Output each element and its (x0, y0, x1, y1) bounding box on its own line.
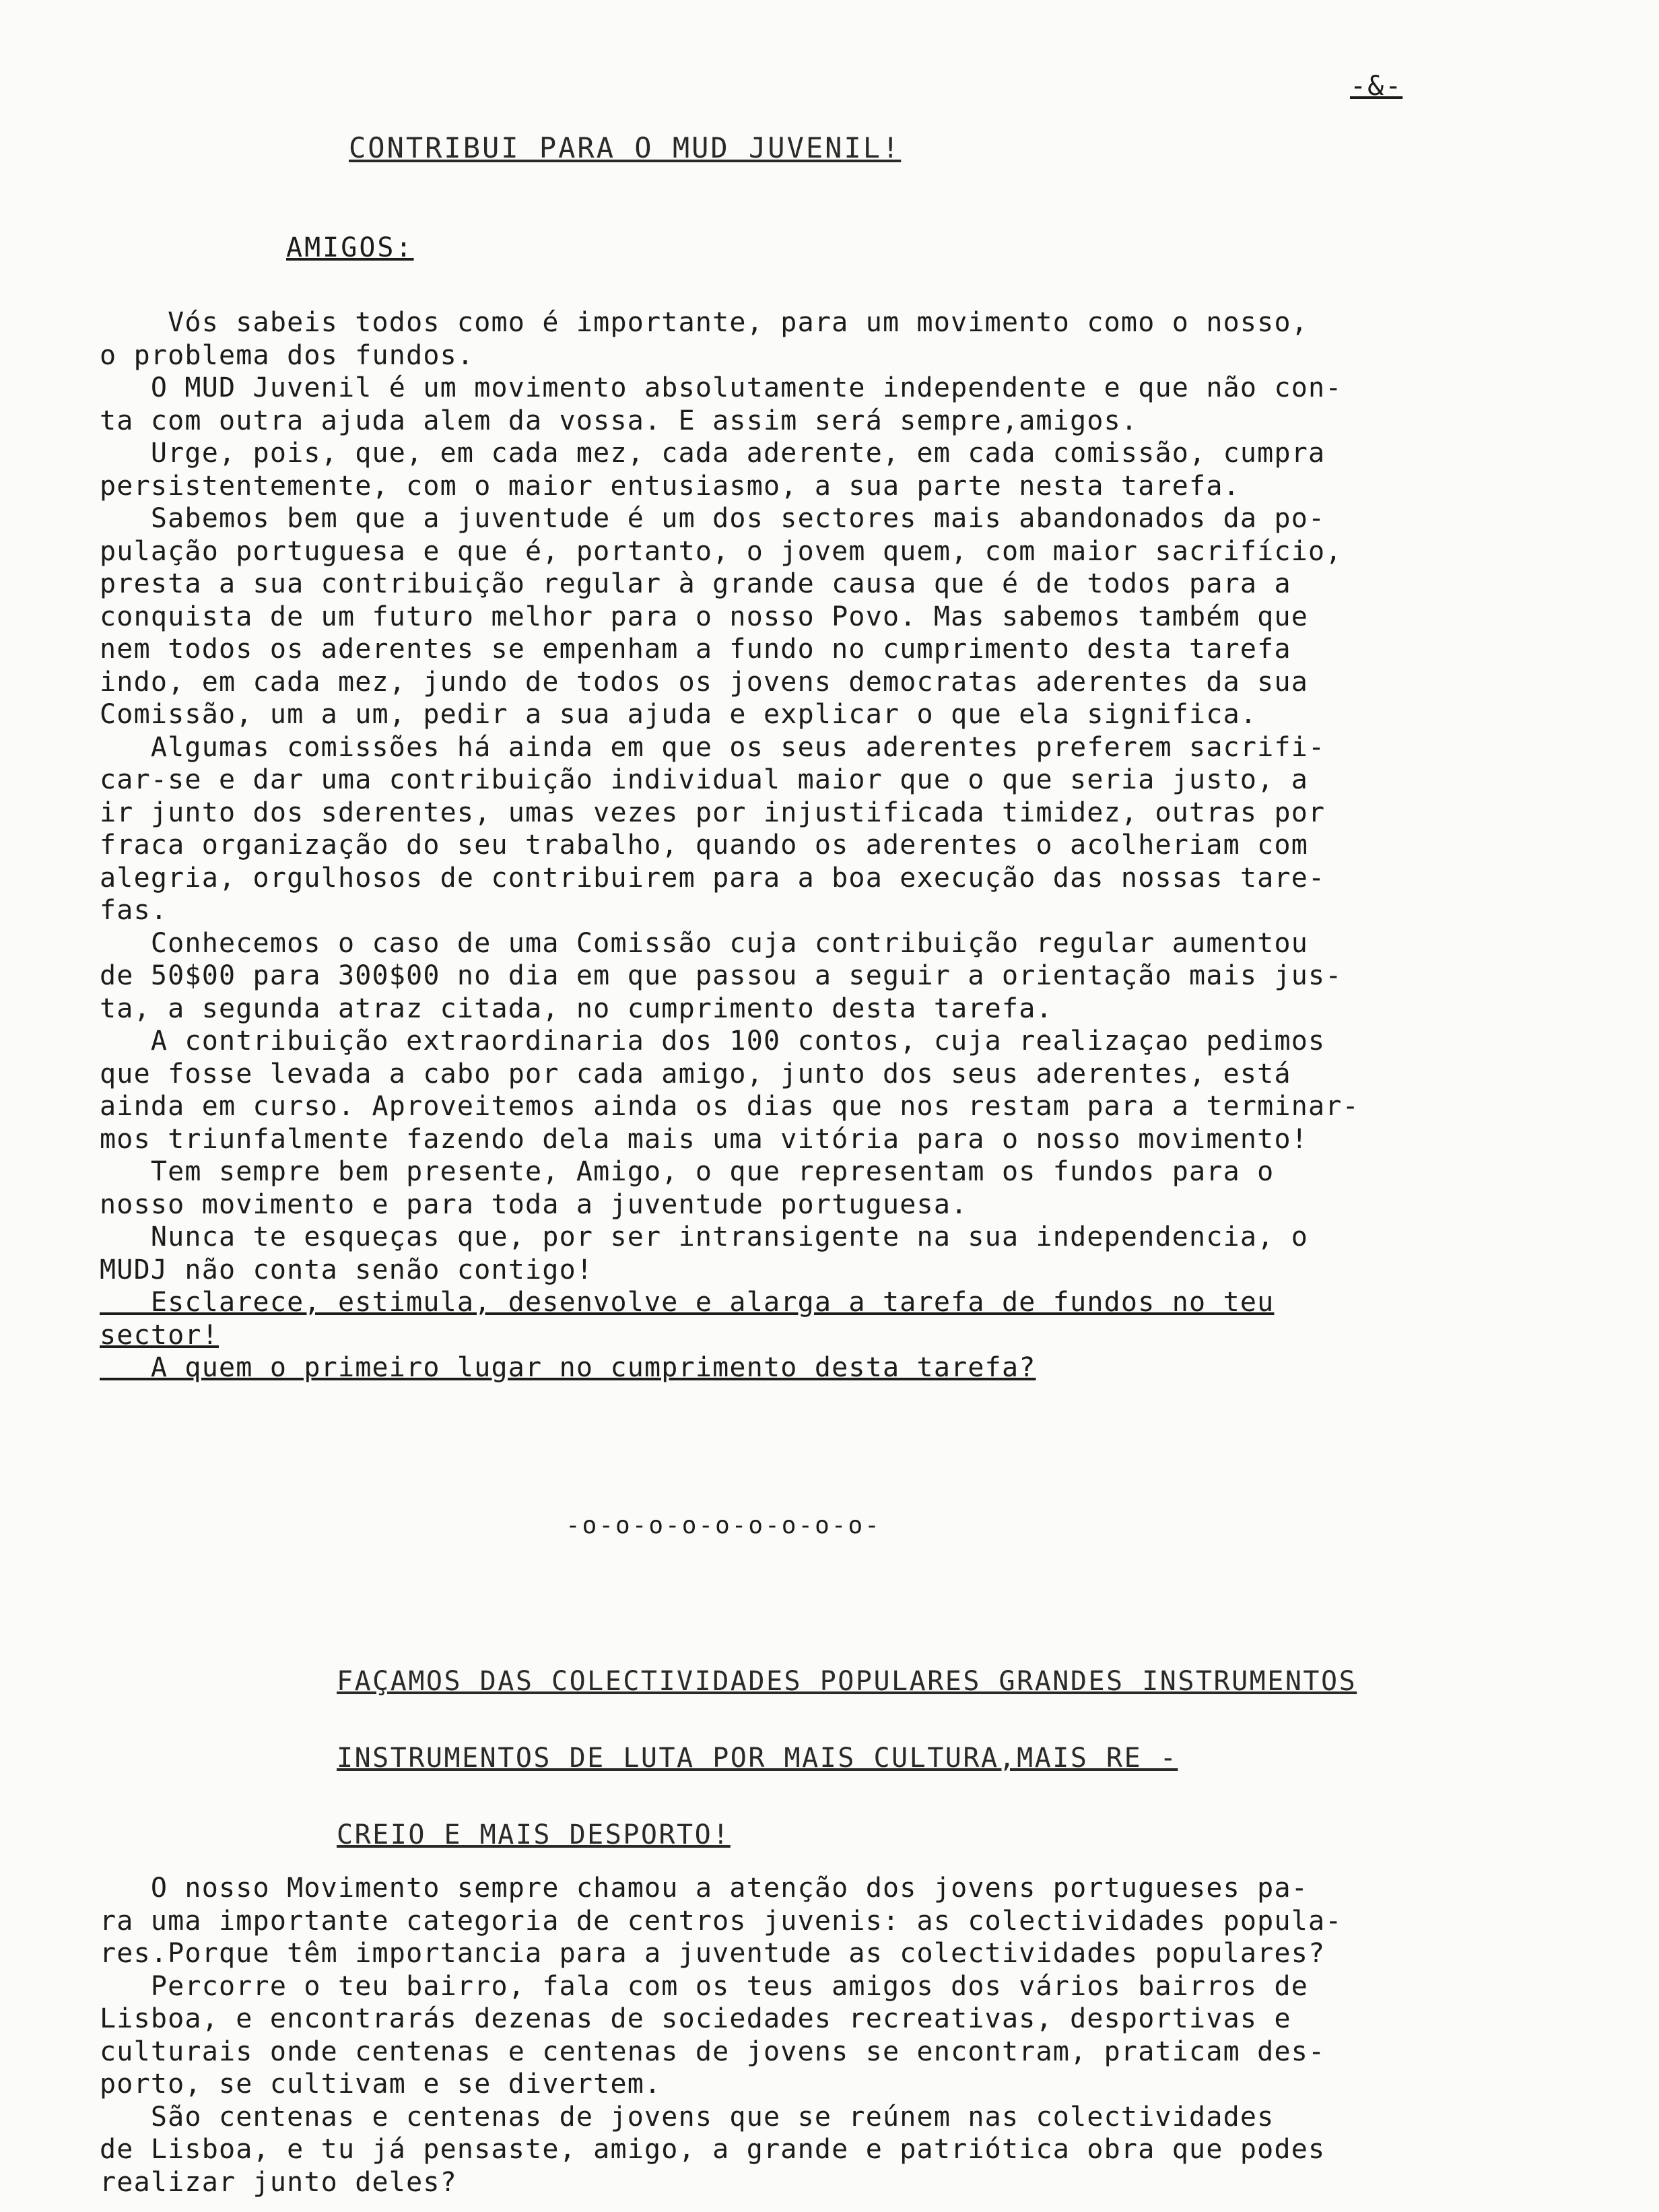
text-line: realizar junto deles? (100, 2166, 457, 2198)
text-line: culturais onde centenas e centenas de jovens se encontram, praticam des- (100, 2036, 1326, 2067)
text-line: que fosse levada a cabo por cada amigo, junto dos seus aderentes, está (100, 1058, 1291, 1090)
text-line: MUDJ não conta senão contigo! (100, 1254, 594, 1285)
page-number: -&- (1350, 71, 1403, 102)
text-line: São centenas e centenas de jovens que se reúnem nas colectividades (100, 2101, 1275, 2133)
text-line: ra uma importante categoria de centros juvenis: as colectividades popula- (100, 1905, 1343, 1937)
separator: -o-o-o-o-o-o-o-o-o- (566, 1512, 881, 1539)
text-line: ainda em curso. Aproveitemos ainda os dias que nos restam para a terminar- (100, 1091, 1359, 1122)
text-line-underlined: Esclarece, estimula, desenvolve e alarga a tarefa de fundos no teu (100, 1287, 1275, 1318)
text-line: presta a sua contribuição regular à grande causa que é de todos para a (100, 568, 1291, 599)
text-line: pulação portuguesa e que é, portanto, o jovem quem, com maior sacrifício, (100, 535, 1343, 567)
heading-line: INSTRUMENTOS DE LUTA POR MAIS CULTURA,MAIS RE - (337, 1743, 1178, 1774)
text-line: o problema dos fundos. (100, 339, 475, 371)
text-line: ta, a segunda atraz citada, no cumprimento desta tarefa. (100, 993, 1053, 1024)
text-line: conquista de um futuro melhor para o nosso Povo. Mas sabemos também que (100, 601, 1309, 632)
heading-line: FAÇAMOS DAS COLECTIVIDADES POPULARES GRANDES INSTRUMENTOS (337, 1666, 1357, 1697)
section-title: CONTRIBUI PARA O MUD JUVENIL! (349, 131, 902, 164)
text-line: nem todos os aderentes se empenham a fundo no cumprimento desta tarefa (100, 634, 1291, 665)
section2-body (100, 1872, 1601, 2199)
text-line: res.Porque têm importancia para a juventude as colectividades populares? (100, 1938, 1326, 1969)
text-line: fraca organização do seu trabalho, quando os aderentes o acolheriam com (100, 830, 1309, 861)
heading-line: CREIO E MAIS DESPORTO! (337, 1819, 731, 1850)
text-line: fas. (100, 895, 168, 926)
text-line: ta com outra ajuda alem da vossa. E assim será sempre,amigos. (100, 405, 1139, 436)
section1-body (100, 306, 1601, 1384)
text-line: alegria, orgulhosos de contribuirem para a boa execução das nossas tare- (100, 862, 1326, 894)
text-line: Comissão, um a um, pedir a sua ajuda e explicar o que ela significa. (100, 699, 1258, 730)
text-line: de Lisboa, e tu já pensaste, amigo, a grande e patriótica obra que podes (100, 2134, 1326, 2165)
text-line: Percorre o teu bairro, fala com os teus amigos dos vários bairros de (100, 1970, 1309, 2002)
text-line: Lisboa, e encontrarás dezenas de sociedades recreativas, desportivas e (100, 2003, 1291, 2034)
text-line: Vós sabeis todos como é importante, para um movimento como o nosso, (100, 307, 1309, 338)
section2-heading (337, 1643, 1357, 1873)
text-line: Conhecemos o caso de uma Comissão cuja contribuição regular aumentou (100, 927, 1309, 959)
text-line: O MUD Juvenil é um movimento absolutamente independente e que não con- (100, 372, 1343, 403)
text-line: ir junto dos sderentes, umas vezes por injustificada timidez, outras por (100, 797, 1326, 828)
text-line-underlined: sector! (100, 1319, 219, 1351)
text-line-underlined: A quem o primeiro lugar no cumprimento desta tarefa? (100, 1352, 1036, 1383)
text-line: Urge, pois, que, em cada mez, cada aderente, em cada comissão, cumpra (100, 438, 1326, 469)
text-line: car-se e dar uma contribuição individual maior que o que seria justo, a (100, 764, 1309, 795)
text-line: O nosso Movimento sempre chamou a atenção dos jovens portugueses pa- (100, 1873, 1309, 1904)
text-line: indo, em cada mez, jundo de todos os jovens democratas aderentes da sua (100, 666, 1309, 698)
text-line: Algumas comissões há ainda em que os seus aderentes preferem sacrifi- (100, 731, 1326, 763)
text-line: nosso movimento e para toda a juventude portuguesa. (100, 1188, 968, 1220)
text-line: mos triunfalmente fazendo dela mais uma vitória para o nosso movimento! (100, 1123, 1309, 1155)
salutation: AMIGOS: (286, 232, 414, 263)
text-line: Tem sempre bem presente, Amigo, o que representam os fundos para o (100, 1156, 1275, 1187)
text-line: Sabemos bem que a juventude é um dos sectores mais abandonados da po- (100, 503, 1326, 534)
text-line: Nunca te esqueças que, por ser intransigente na sua independencia, o (100, 1221, 1309, 1252)
text-line: persistentemente, com o maior entusiasmo, a sua parte nesta tarefa. (100, 470, 1240, 502)
text-line: A contribuição extraordinaria dos 100 contos, cuja realizaçao pedimos (100, 1026, 1326, 1057)
text-line: de 50$00 para 300$00 no dia em que passou a seguir a orientação mais jus- (100, 960, 1343, 991)
text-line: porto, se cultivam e se divertem. (100, 2069, 662, 2100)
